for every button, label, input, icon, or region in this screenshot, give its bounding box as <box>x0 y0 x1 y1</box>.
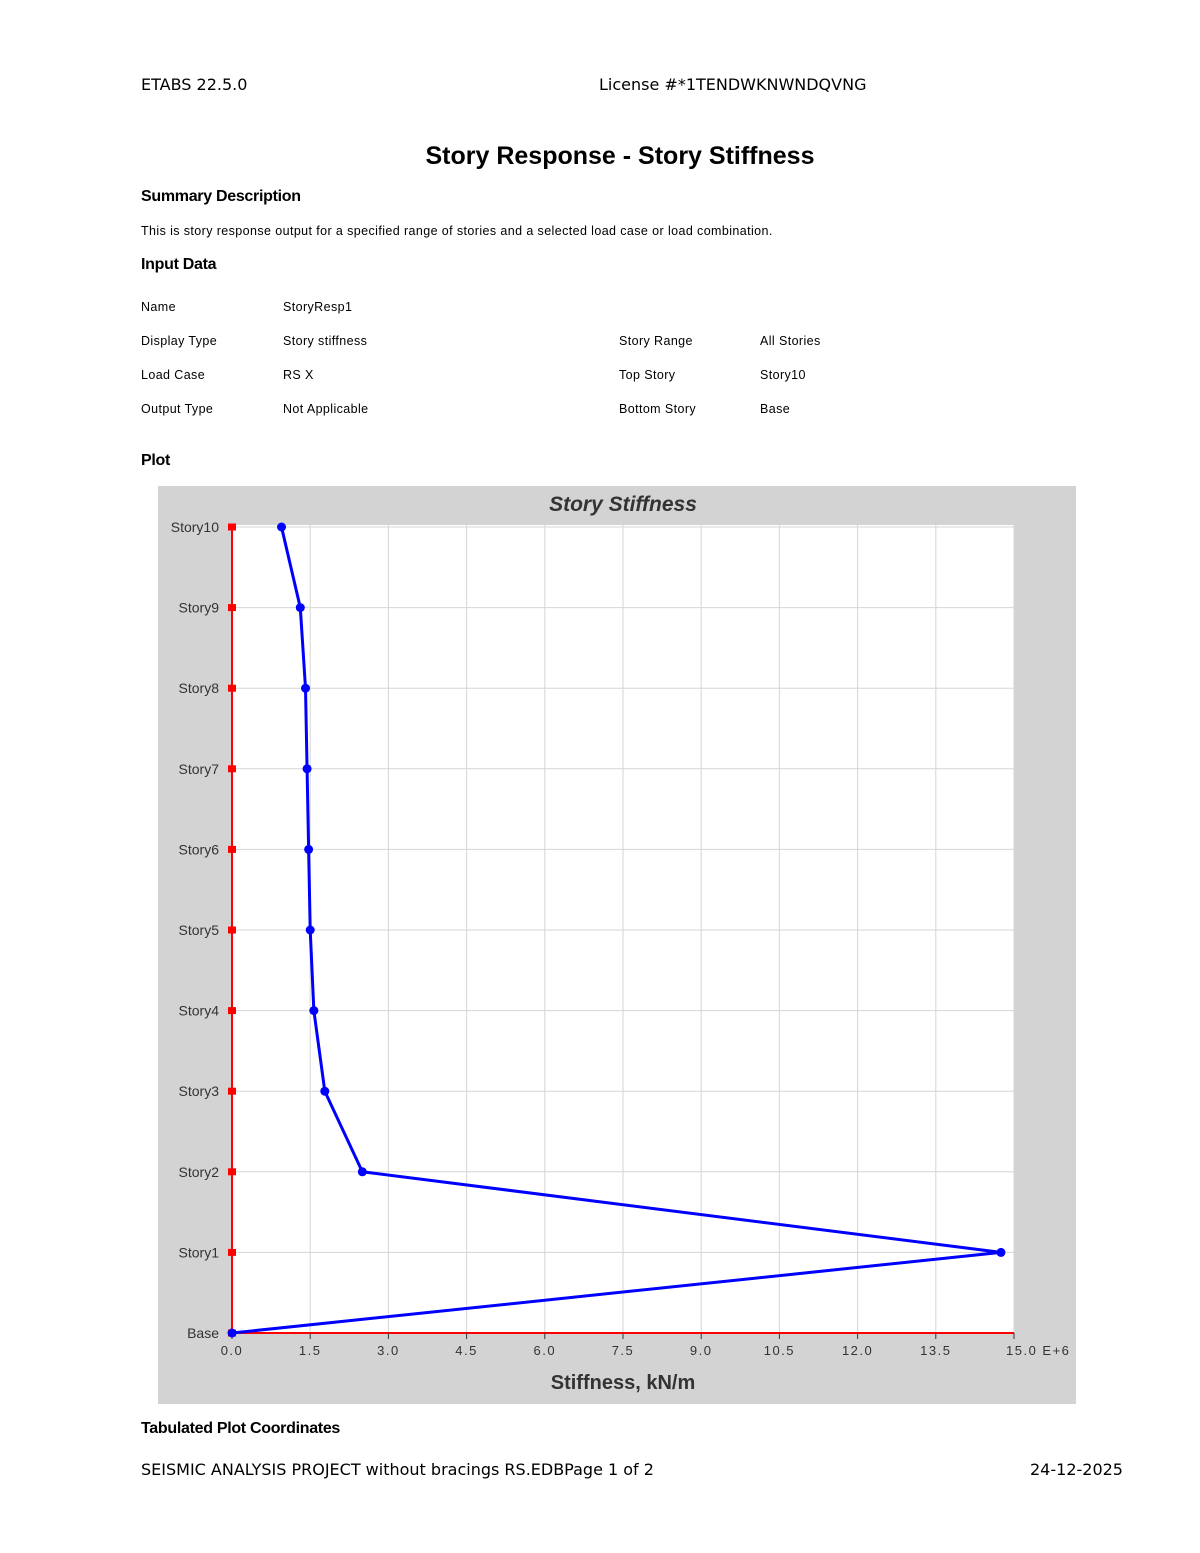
y-tick-marker <box>228 685 236 692</box>
data-point <box>309 1006 318 1015</box>
y-tick-marker <box>228 604 236 611</box>
data-point <box>996 1248 1005 1257</box>
x-tick-label: 1.5 <box>298 1343 322 1358</box>
x-tick-label: 9.0 <box>689 1343 713 1358</box>
x-tick-label: 12.0 <box>841 1343 874 1358</box>
top-story-value: Story10 <box>760 368 806 382</box>
load-case-value: RS X <box>283 368 314 382</box>
x-tick-label: 10.5 <box>763 1343 796 1358</box>
plot-heading: Plot <box>141 452 171 469</box>
display-type-value: Story stiffness <box>283 334 368 348</box>
tabulated-heading: Tabulated Plot Coordinates <box>141 1420 341 1437</box>
y-tick-marker <box>228 1088 236 1095</box>
data-point <box>277 523 286 532</box>
y-tick-marker <box>228 765 236 772</box>
x-axis-label: Stiffness, kN/m <box>550 1372 696 1394</box>
bottom-story-label: Bottom Story <box>619 402 697 416</box>
y-tick-label: Story3 <box>178 1083 219 1100</box>
data-point <box>304 845 313 854</box>
data-point <box>303 764 312 773</box>
x-tick-label: 13.5 <box>920 1343 952 1358</box>
y-tick-label: Story2 <box>178 1163 219 1180</box>
output-type-label: Output Type <box>141 402 214 416</box>
data-point <box>301 684 310 693</box>
x-tick-label: 3.0 <box>377 1343 400 1358</box>
footer-file: SEISMIC ANALYSIS PROJECT without bracings RS.EDBPage 1 of 2 <box>141 1460 654 1479</box>
license-number: License #*1TENDWKNWNDQVNG <box>599 75 867 94</box>
summary-heading: Summary Description <box>141 188 301 205</box>
y-tick-label: Story5 <box>178 922 219 938</box>
y-tick-marker <box>228 846 236 853</box>
data-point <box>358 1167 367 1176</box>
data-point <box>306 926 315 935</box>
output-type-value: Not Applicable <box>283 402 369 416</box>
x-tick-label: 0.0 <box>220 1343 244 1358</box>
y-tick-label: Story6 <box>178 841 219 858</box>
story-range-value: All Stories <box>760 334 821 348</box>
y-tick-label: Story8 <box>178 680 219 697</box>
y-tick-marker <box>228 1007 236 1014</box>
x-tick-label: 7.5 <box>611 1343 635 1358</box>
y-tick-marker <box>228 1168 236 1175</box>
y-tick-marker <box>228 524 236 531</box>
x-tick-label: 4.5 <box>455 1343 478 1358</box>
name-label: Name <box>141 300 176 314</box>
footer-date: 24-12-2025 <box>1030 1460 1123 1479</box>
load-case-label: Load Case <box>141 368 206 382</box>
story-stiffness-chart <box>158 486 1076 1404</box>
data-point <box>228 1329 237 1338</box>
summary-text: This is story response output for a specified range of stories and a selected load case or load combination. <box>141 224 773 238</box>
name-value: StoryResp1 <box>283 300 353 314</box>
data-point <box>320 1087 329 1096</box>
story-range-label: Story Range <box>619 334 693 348</box>
data-point <box>296 603 305 612</box>
input-data-heading: Input Data <box>141 256 217 273</box>
app-version: ETABS 22.5.0 <box>141 75 248 94</box>
bottom-story-value: Base <box>760 402 791 416</box>
chart-svg <box>158 486 1076 1404</box>
y-tick-label: Story10 <box>170 519 219 535</box>
y-tick-label: Story9 <box>178 599 219 616</box>
top-story-label: Top Story <box>619 368 676 382</box>
chart-title: Story Stiffness <box>549 493 697 516</box>
y-tick-label: Story1 <box>178 1244 219 1261</box>
y-tick-label: Story4 <box>178 1002 219 1019</box>
x-tick-label: 6.0 <box>533 1343 557 1358</box>
y-tick-marker <box>228 1249 236 1256</box>
y-tick-marker <box>228 927 236 934</box>
y-tick-label: Base <box>187 1325 219 1341</box>
display-type-label: Display Type <box>141 334 218 348</box>
y-tick-label: Story7 <box>178 760 219 777</box>
x-tick-label: 15.0 E+6 <box>1006 1343 1071 1358</box>
page-title: Story Response - Story Stiffness <box>425 142 815 170</box>
